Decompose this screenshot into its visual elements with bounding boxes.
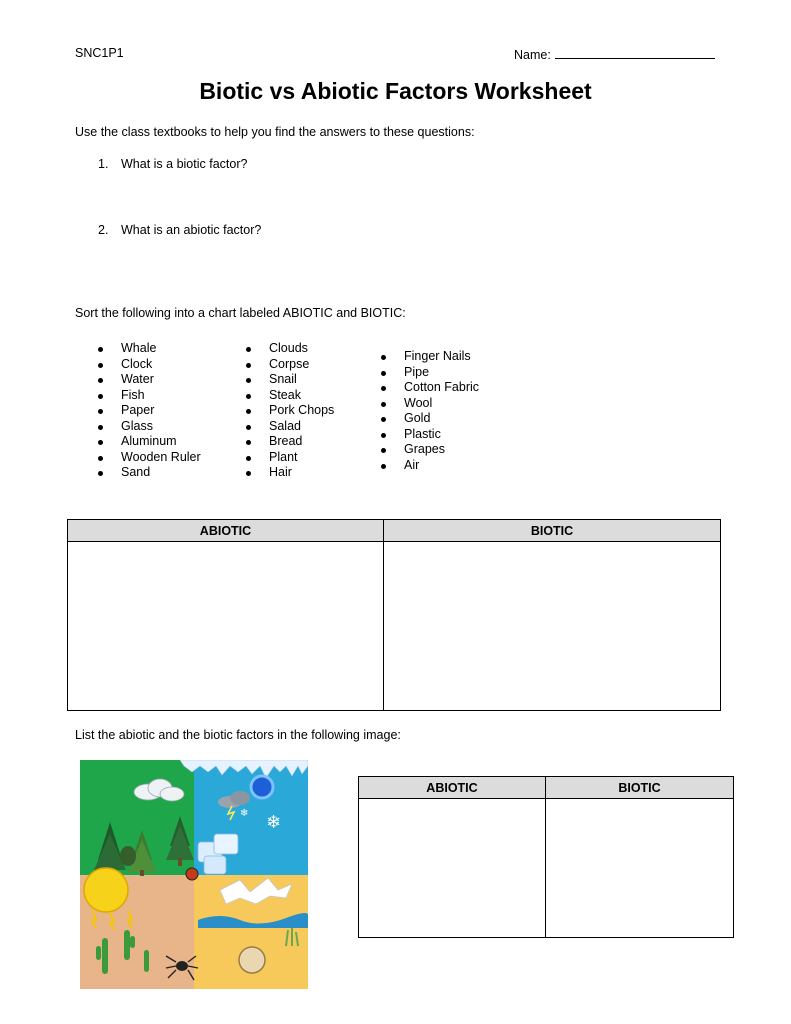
course-code: SNC1P1 <box>75 46 124 60</box>
bullet-icon <box>381 402 386 407</box>
intro-text: Use the class textbooks to help you find the answers to these questions: <box>75 125 475 139</box>
bullet-icon <box>246 425 251 430</box>
ecosystem-image <box>80 760 308 989</box>
list-item: Corpse <box>246 357 334 373</box>
bullet-icon <box>98 409 103 414</box>
bullet-icon <box>98 394 103 399</box>
bullet-icon <box>381 386 386 391</box>
biotic-answer-cell[interactable] <box>546 799 734 938</box>
bullet-icon <box>98 347 103 352</box>
moon-icon <box>251 776 273 798</box>
list-item: Clouds <box>246 341 334 357</box>
bullet-icon <box>246 440 251 445</box>
list-item: Paper <box>98 403 201 419</box>
list-item: Pork Chops <box>246 403 334 419</box>
abiotic-header: ABIOTIC <box>359 777 546 799</box>
list-item: Glass <box>98 419 201 435</box>
list-item: Sand <box>98 465 201 481</box>
bullet-icon <box>381 448 386 453</box>
list-item: Plastic <box>381 427 479 443</box>
list-item: Steak <box>246 388 334 404</box>
biotic-header: BIOTIC <box>384 520 721 542</box>
name-field[interactable] <box>514 46 715 62</box>
bullet-icon <box>381 371 386 376</box>
bullet-icon <box>246 471 251 476</box>
list-item: Plant <box>246 450 334 466</box>
image-chart <box>358 776 734 938</box>
list-item: Salad <box>246 419 334 435</box>
name-blank-line[interactable] <box>555 46 715 59</box>
bullet-icon <box>246 378 251 383</box>
snowflake-small-icon: ❄ <box>240 808 249 819</box>
bullet-icon <box>246 456 251 461</box>
item-list-column-2 <box>246 341 334 481</box>
bullet-icon <box>98 456 103 461</box>
list-item: Fish <box>98 388 201 404</box>
abiotic-answer-cell[interactable] <box>68 542 384 711</box>
question-number: 2. <box>98 223 109 237</box>
item-list-column-1 <box>98 341 201 481</box>
list-item: Wooden Ruler <box>98 450 201 466</box>
biotic-answer-cell[interactable] <box>384 542 721 711</box>
bullet-icon <box>381 433 386 438</box>
bullet-icon <box>381 417 386 422</box>
bullet-icon <box>98 378 103 383</box>
sort-instructions: Sort the following into a chart labeled ABIOTIC and BIOTIC: <box>75 306 406 320</box>
bullet-icon <box>381 464 386 469</box>
question-text: What is an abiotic factor? <box>121 223 262 237</box>
abiotic-answer-cell[interactable] <box>359 799 546 938</box>
biotic-header: BIOTIC <box>546 777 734 799</box>
bullet-icon <box>246 394 251 399</box>
list-item: Gold <box>381 411 479 427</box>
sort-chart <box>67 519 721 711</box>
list-item: Snail <box>246 372 334 388</box>
bullet-icon <box>98 471 103 476</box>
bullet-icon <box>246 409 251 414</box>
list-item: Whale <box>98 341 201 357</box>
list-item: Cotton Fabric <box>381 380 479 396</box>
list-item: Water <box>98 372 201 388</box>
list-item: Bread <box>246 434 334 450</box>
bullet-icon <box>246 363 251 368</box>
list-item: Pipe <box>381 365 479 381</box>
list-item: Hair <box>246 465 334 481</box>
bullet-icon <box>381 355 386 360</box>
question-text: What is a biotic factor? <box>121 157 248 171</box>
sun-icon <box>84 868 128 912</box>
shell-icon <box>239 947 265 973</box>
name-label: Name: <box>514 48 551 62</box>
bullet-icon <box>98 425 103 430</box>
list-item: Aluminum <box>98 434 201 450</box>
question-number: 1. <box>98 157 109 171</box>
abiotic-header: ABIOTIC <box>68 520 384 542</box>
item-list-column-3 <box>381 349 479 473</box>
bullet-icon <box>246 347 251 352</box>
list-item: Finger Nails <box>381 349 479 365</box>
worksheet-title: Biotic vs Abiotic Factors Worksheet <box>199 78 592 104</box>
snowflake-icon: ❄ <box>266 812 282 833</box>
list-item: Wool <box>381 396 479 412</box>
list-item: Clock <box>98 357 201 373</box>
bullet-icon <box>98 440 103 445</box>
list-item: Grapes <box>381 442 479 458</box>
image-instructions: List the abiotic and the biotic factors in the following image: <box>75 728 401 742</box>
bullet-icon <box>98 363 103 368</box>
list-item: Air <box>381 458 479 474</box>
ladybug-icon <box>186 868 198 880</box>
